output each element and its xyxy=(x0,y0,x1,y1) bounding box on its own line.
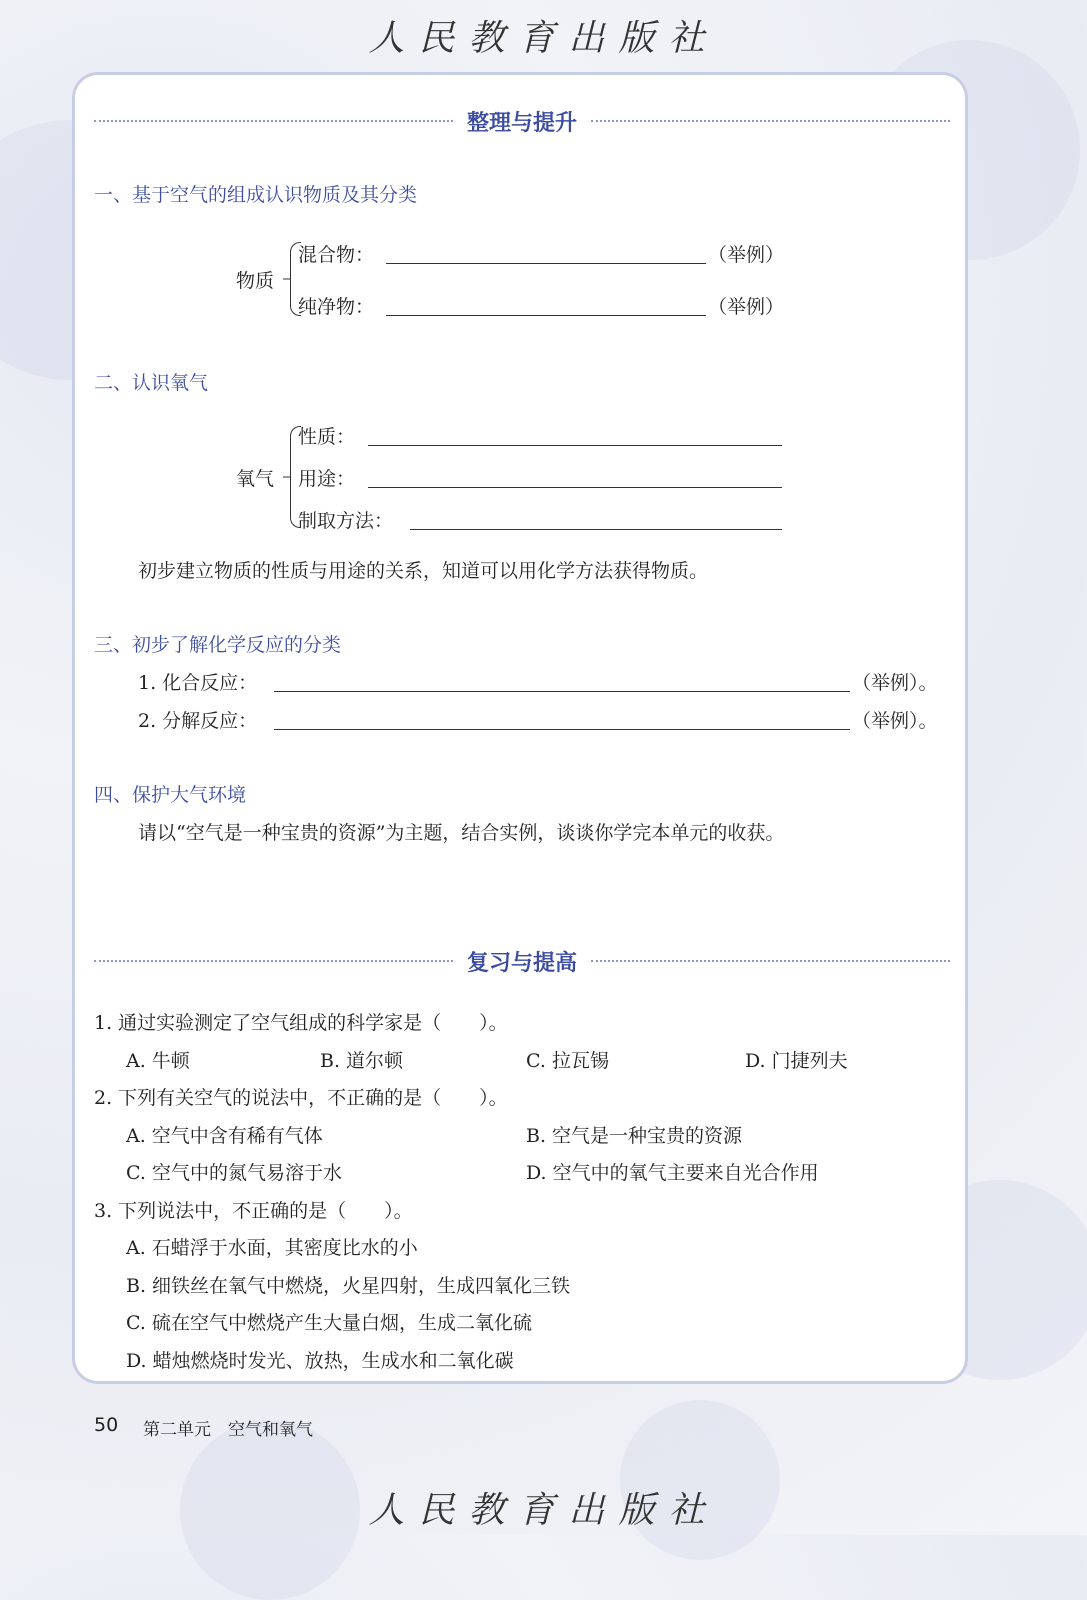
oxygen-label: 氧气 xyxy=(236,468,275,490)
background-bubble xyxy=(620,1400,780,1560)
substance-label: 物质 xyxy=(236,270,275,292)
publisher-logo-bottom: 人民教育出版社 xyxy=(368,1490,719,1531)
property-label: 性质： xyxy=(298,426,356,448)
pure-example: （举例） xyxy=(708,296,785,318)
section-title-text: 整理与提升 xyxy=(467,110,578,136)
reaction1-label: 1. 化合反应： xyxy=(138,672,258,694)
q2-option-d[interactable]: D. 空气中的氧气主要来自光合作用 xyxy=(526,1162,819,1184)
section-title-review xyxy=(94,946,950,976)
reaction2-answer-line[interactable] xyxy=(274,729,850,730)
heading-reaction-types: 三、初步了解化学反应的分类 xyxy=(94,634,342,656)
property-answer-line[interactable] xyxy=(368,445,782,446)
mixture-example: （举例） xyxy=(708,244,785,266)
dotted-rule xyxy=(591,120,950,122)
page-number: 50 xyxy=(94,1414,119,1436)
reaction2-label: 2. 分解反应： xyxy=(138,710,258,732)
q3-option-d[interactable]: D. 蜡烛燃烧时发光、放热，生成水和二氧化碳 xyxy=(126,1350,514,1372)
question-3: 3. 下列说法中，不正确的是（ ）。 xyxy=(94,1200,413,1222)
oxygen-note: 初步建立物质的性质与用途的关系，知道可以用化学方法获得物质。 xyxy=(138,560,709,582)
preparation-label: 制取方法： xyxy=(298,510,394,532)
mixture-answer-line[interactable] xyxy=(386,263,706,264)
q3-option-a[interactable]: A. 石蜡浮于水面，其密度比水的小 xyxy=(126,1237,418,1259)
section-title-summary xyxy=(94,106,950,136)
unit-title: 第二单元 空气和氧气 xyxy=(143,1420,313,1440)
use-label: 用途： xyxy=(298,468,356,490)
pure-answer-line[interactable] xyxy=(386,315,706,316)
q3-option-b[interactable]: B. 细铁丝在氧气中燃烧，火星四射，生成四氧化三铁 xyxy=(126,1275,571,1297)
dotted-rule xyxy=(591,960,950,962)
use-answer-line[interactable] xyxy=(368,487,782,488)
q2-option-b[interactable]: B. 空气是一种宝贵的资源 xyxy=(526,1125,743,1147)
section-title-text: 复习与提高 xyxy=(467,950,578,976)
heading-oxygen: 二、认识氧气 xyxy=(94,372,209,394)
heading-substance-classification: 一、基于空气的组成认识物质及其分类 xyxy=(94,184,418,206)
reaction1-answer-line[interactable] xyxy=(274,691,850,692)
reaction1-example: （举例）。 xyxy=(852,672,938,694)
publisher-logo-top: 人民教育出版社 xyxy=(368,18,719,59)
dotted-rule xyxy=(94,120,453,122)
mixture-label: 混合物： xyxy=(298,244,375,266)
q1-option-d[interactable]: D. 门捷列夫 xyxy=(745,1050,848,1072)
pure-label: 纯净物： xyxy=(298,296,375,318)
q1-option-a[interactable]: A. 牛顿 xyxy=(126,1050,190,1072)
preparation-answer-line[interactable] xyxy=(410,529,782,530)
q1-option-b[interactable]: B. 道尔顿 xyxy=(320,1050,404,1072)
dotted-rule xyxy=(94,960,453,962)
q2-option-a[interactable]: A. 空气中含有稀有气体 xyxy=(126,1125,323,1147)
q2-option-c[interactable]: C. 空气中的氮气易溶于水 xyxy=(126,1162,342,1184)
q1-option-c[interactable]: C. 拉瓦锡 xyxy=(526,1050,609,1072)
question-2: 2. 下列有关空气的说法中，不正确的是（ ）。 xyxy=(94,1087,508,1109)
q3-option-c[interactable]: C. 硫在空气中燃烧产生大量白烟，生成二氧化硫 xyxy=(126,1312,532,1334)
reaction2-example: （举例）。 xyxy=(852,710,938,732)
question-1: 1. 通过实验测定了空气组成的科学家是（ ）。 xyxy=(94,1012,508,1034)
heading-environment: 四、保护大气环境 xyxy=(94,784,247,806)
environment-prompt: 请以“空气是一种宝贵的资源”为主题，结合实例，谈谈你学完本单元的收获。 xyxy=(138,822,785,844)
